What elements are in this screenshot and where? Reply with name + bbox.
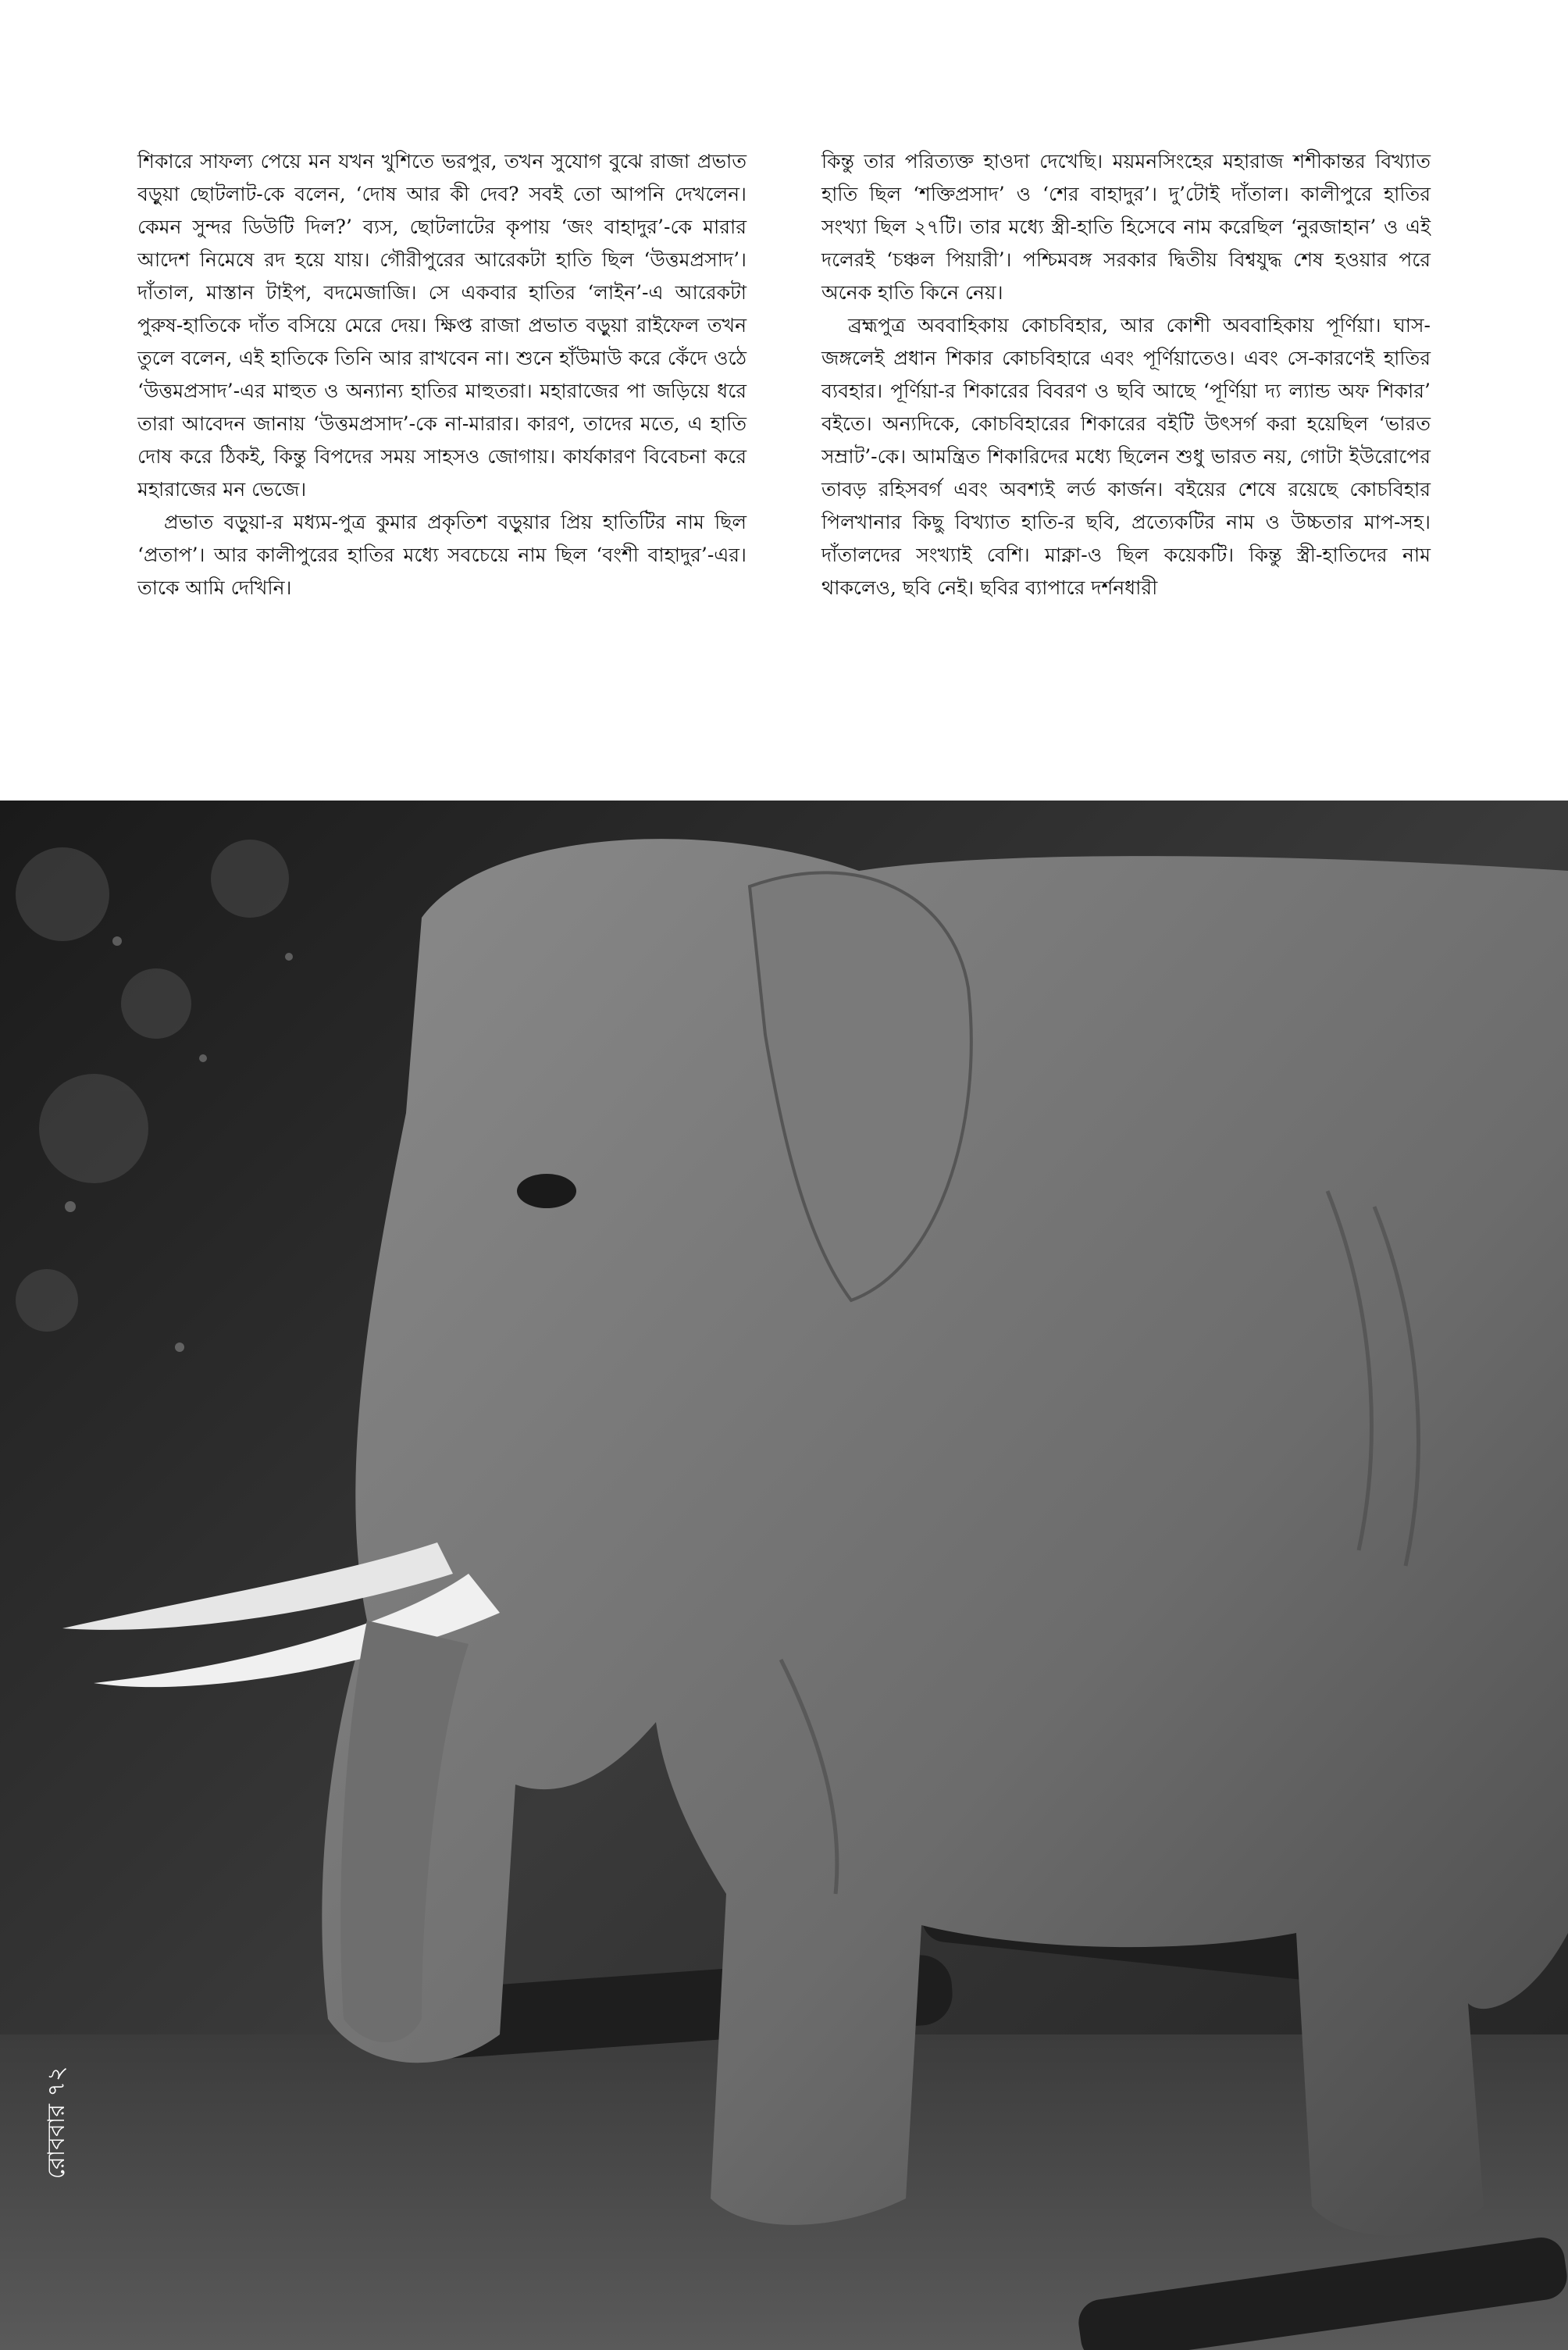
paragraph: প্রভাত বড়ুয়া-র মধ্যম-পুত্র কুমার প্রকৃতিশ বড়ুয়ার প্রিয় হাতিটির নাম ছিল ‘প্রতাপ’। আর কালীপুরের হাতির মধ্যে সবচেয়ে নাম ছিল ‘বংশী বাহাদুর’-এর। তাকে আমি দেখিনি। [137, 511, 747, 599]
page-folio: রোববার ৭২ [43, 2066, 70, 2179]
paragraph: কিন্তু তার পরিত্যক্ত হাওদা দেখেছি। ময়মনসিংহের মহারাজ শশীকান্তর বিখ্যাত হাতি ছিল ‘শক্তিপ্রসাদ’ ও ‘শের বাহাদুর’। দু’টোই দাঁতাল। কালীপুরে হাতির সংখ্যা ছিল ২৭টি। তার মধ্যে স্ত্রী-হাতি হিসেবে নাম করেছিল ‘নুরজাহান’ ও এই দলেরই ‘চঞ্চল পিয়ারী’। পশ্চিমবঙ্গ সরকার দ্বিতীয় বিশ্বযুদ্ধ শেষ হওয়ার পরে অনেক হাতি কিনে নেয়। [821, 150, 1431, 304]
paragraph: শিকারে সাফল্য পেয়ে মন যখন খুশিতে ভরপুর, তখন সুযোগ বুঝে রাজা প্রভাত বড়ুয়া ছোটলাট-কে বলেন, ‘দোষ আর কী দেব? সবই তো আপনি দেখলেন। কেমন সুন্দর ডিউটি দিল?’ ব্যস, ছোটলাটের কৃপায় ‘জং বাহাদুর’-কে মারার আদেশ নিমেষে রদ হয়ে যায়। গৌরীপুরের আরেকটা হাতি ছিল ‘উত্তমপ্রসাদ’। দাঁতাল, মাস্তান টাইপ, বদমেজাজি। সে একবার হাতির ‘লাইন’-এ আরেকটা পুরুষ-হাতিকে দাঁত বসিয়ে মেরে দেয়। ক্ষিপ্ত রাজা প্রভাত বড়ুয়া রাইফেল তখন তুলে বলেন, এই হাতিকে তিনি আর রাখবেন না। শুনে হাঁউমাউ করে কেঁদে ওঠে ‘উত্তমপ্রসাদ’-এর মাহুত ও অন্যান্য হাতির মাহুতরা। মহারাজের পা জড়িয়ে ধরে তারা আবেদন জানায় ‘উত্তমপ্রসাদ’-কে না-মারার। কারণ, তাদের মতে, এ হাতি দোষ করে ঠিকই, কিন্তু বিপদের সময় সাহসও জোগায়। কার্যকারণ বিবেচনা করে মহারাজের মন ভেজে। [137, 150, 747, 501]
elephant-illustration [0, 801, 1568, 2350]
paragraph: ব্রহ্মপুত্র অববাহিকায় কোচবিহার, আর কোশী অববাহিকায় পূর্ণিয়া। ঘাস-জঙ্গলেই প্রধান শিকার কোচবিহারে এবং পূর্ণিয়াতেও। এবং সে-কারণেই হাতির ব্যবহার। পূর্ণিয়া-র শিকারের বিবরণ ও ছবি আছে ‘পূর্ণিয়া দ্য ল্যান্ড অফ শিকার’ বইতে। অন্যদিকে, কোচবিহারের শিকারের বইটি উৎসর্গ করা হয়েছিল ‘ভারত সম্রাট’-কে। আমন্ত্রিত শিকারিদের মধ্যে ছিলেন শুধু ভারত নয়, গোটা ইউরোপের তাবড় রহিসবর্গ এবং অবশ্যই লর্ড কার্জন। বইয়ের শেষে রয়েছে কোচবিহার পিলখানার কিছু বিখ্যাত হাতি-র ছবি, প্রত্যেকটির নাম ও উচ্চতার মাপ-সহ। দাঁতালদের সংখ্যাই বেশি। মাক্না-ও ছিল কয়েকটি। কিন্তু স্ত্রী-হাতিদের নাম থাকলেও, ছবি নেই। ছবির ব্যাপারে দর্শনধারী [821, 314, 1431, 599]
article-text [137, 145, 1431, 762]
right-column [821, 145, 1431, 762]
elephant-photo [0, 801, 1568, 2350]
left-column [137, 145, 747, 762]
